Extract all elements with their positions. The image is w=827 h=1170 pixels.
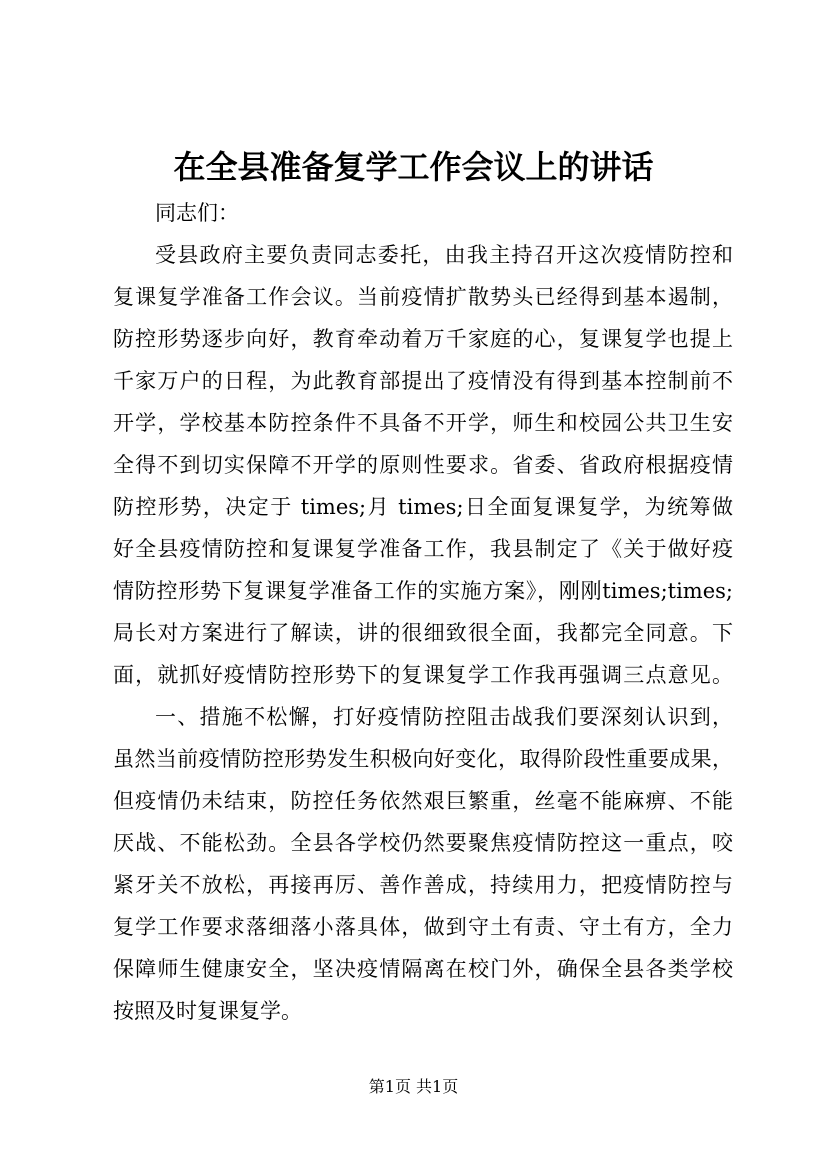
body-line: 复学工作要求落细落小落具体，做到守土有责、守土有方，全力 [113,915,733,939]
body-line: 复课复学准备工作会议。当前疫情扩散势头已经得到基本遏制， [113,285,733,309]
body-line: 防控形势，决定于 times;月 times;日全面复课复学，为统筹做 [113,495,733,519]
body-line: 受县政府主要负责同志委托，由我主持召开这次疫情防控和 [155,243,733,267]
body-line: 面，就抓好疫情防控形势下的复课复学工作我再强调三点意见。 [113,663,733,687]
document-title: 在全县准备复学工作会议上的讲话 [173,148,654,186]
body-line: 开学，学校基本防控条件不具备不开学，师生和校园公共卫生安 [113,411,733,435]
body-line: 全得不到切实保障不开学的原则性要求。省委、省政府根据疫情 [113,453,733,477]
body-line: 但疫情仍未结束，防控任务依然艰巨繁重，丝毫不能麻痹、不能 [113,789,733,813]
body-line: 好全县疫情防控和复课复学准备工作，我县制定了《关于做好疫 [113,537,733,561]
body-line: 虽然当前疫情防控形势发生积极向好变化，取得阶段性重要成果， [113,747,733,771]
body-line: 紧牙关不放松，再接再厉、善作善成，持续用力，把疫情防控与 [113,873,733,897]
salutation: 同志们： [155,201,239,225]
body-line: 情防控形势下复课复学准备工作的实施方案》，刚刚times;times; [113,579,733,603]
body-line: 保障师生健康安全，坚决疫情隔离在校门外，确保全县各类学校 [113,957,733,981]
page-number-footer: 第1页 共1页 [368,1077,459,1096]
body-line: 局长对方案进行了解读，讲的很细致很全面，我都完全同意。下 [113,621,733,645]
body-line: 防控形势逐步向好，教育牵动着万千家庭的心，复课复学也提上 [113,327,733,351]
body-line: 千家万户的日程，为此教育部提出了疫情没有得到基本控制前不 [113,369,733,393]
body-line: 按照及时复课复学。 [113,999,302,1023]
body-line: 厌战、不能松劲。全县各学校仍然要聚焦疫情防控这一重点，咬 [113,831,733,855]
section-heading-line: 一、措施不松懈，打好疫情防控阻击战我们要深刻认识到， [155,705,733,729]
